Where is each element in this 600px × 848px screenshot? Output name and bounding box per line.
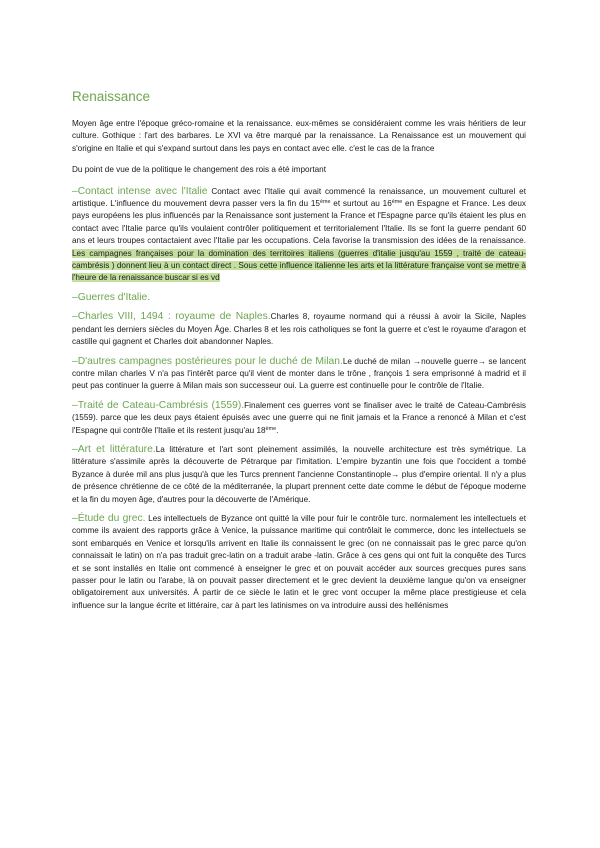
superscript: ème xyxy=(320,199,331,206)
section-traite-cateau-cambresis xyxy=(72,400,526,437)
section-text: Finalement ces guerres vont se finaliser avec le traité de Cateau-Cambrésis (1559). parce que les deux pays étaient épuisés avec une guerre qui ne finit jamais et la France a renoncé à Milan et c'est l'Espagne qui contrôle l'Italie et ils restent jusqu'au 18 xyxy=(72,400,526,435)
superscript: ème xyxy=(265,425,277,432)
section-art-litterature xyxy=(72,444,526,506)
document-title: Renaissance xyxy=(72,89,151,104)
section-heading: –D'autres campagnes postérieures pour le duché de Milan. xyxy=(72,355,343,367)
section-duche-milan xyxy=(72,356,526,393)
section-text: La littérature et l'art sont pleinement assimilés, la nouvelle architecture est très symétrique. La littérature s'assimile après la découverte de Pétrarque par l'imitation. L'empire byzantin une fois que l'occident a tombé Byzance à durée mil ans plus jusqu'à que les Turcs prennent l'ancienne Constantinople→ plus d'empire oriental. Il n'y a plus de présence chrétienne de ce côté de la méditerranée, la plupart prennent cette date comme le début de l'époque moderne et la fin du moyen âge, d'autres pour la découverte de l'Amérique. xyxy=(72,444,526,504)
section-text: et surtout au 16 xyxy=(330,199,392,209)
section-contact-italie xyxy=(72,186,526,285)
section-heading: –Art et littérature. xyxy=(72,443,156,455)
section-heading: –Traité de Cateau-Cambrésis (1559). xyxy=(72,399,245,411)
section-text: en Espagne et France. Les deux pays européens les plus influencés par la Renaissance sont justement la France et l'Espagne parce qu'ils étaient les plus en contact avec l'Italie parce qu'ils voulaient contrôler politiquement et territorialement l'Italie. Ils se font la guerre pendant 60 ans et leurs troupes contactaient avec l'Italie par les occupations. Cela favorise la transmission des idées de la renaissance. xyxy=(72,199,527,246)
section-text: Le duché de milan →nouvelle guerre→ se lancent contre milan charles V n'a pas l'intérêt parce qu'il vient de monter dans le trône , françois 1 sera emprisonné à madrid et il peut pas continuer la guerre à Milan mais son successeur oui. La guerre est continuelle pour le contrôle de l'Italie. xyxy=(72,356,526,391)
document-body xyxy=(72,88,526,619)
section-text: Contact avec l'Italie qui avait commencé la renaissance, un mouvement culturel et artistique. L'influence du mouvement devra passer vers la fin du 15 xyxy=(72,186,526,209)
highlighted-text: Les campagnes françaises pour la domination des territoires italiens (guerres d'italie jusqu'au 1559 , traité de cateau-cambrésis ) donnent lieu à un contact direct . Sous cette influence italienne les arts et la littérature française vont se mettre à l'heure de la renaissance buscar si es vd xyxy=(72,248,526,283)
section-guerres-italie xyxy=(72,292,526,304)
section-heading: –Guerres d'Italie. xyxy=(72,291,151,303)
section-text: Charles 8, royaume normand qui a réussi à avoir la Sicile, Naples pendant les derniers siècles du Moyen Âge. Charles 8 et les rois catholiques se font la guerre et c'est le royaume d'aragon et castille qui gagnent et Charles doit abandonner Naples. xyxy=(72,312,526,347)
section-charles-viii xyxy=(72,311,526,348)
superscript: ème xyxy=(391,199,403,206)
section-text: Les intellectuels de Byzance ont quitté la ville pour fuir le contrôle turc. normalement les intellectuels et comme ils avaient des rapports grâce à Venice, la puissance maritime qui contrôlait le commerce, donc les intellectuels se sont embarqués en Venice et lorsqu'ils arrivent en Italie ils connaissent le grec (on ne connaissait pas le grec parce qu'on connaissait le latin) on n'a pas traduit grec-latin on a traduit arabe -latin. Grâce à ces gens qui ont fuit la conquête des Turcs et se sont installés en Italie ont commencé à enseigner le grec et on pouvait accéder aux sources grecques pures sans passer pour le latin ou l'arabe, là on pouvait passer directement et le grec devient la deuxième langue qu'on va enseigner obligatoirement aux universités. À partir de ce siècle le latin et le grec vont occuper la même place prestigieuse et cela influence sur la langue écrite et littéraire, car à part les latinismes on va introduire aussi des hellénismes xyxy=(72,513,527,610)
politics-paragraph: Du point de vue de la politique le changement des rois a été important xyxy=(72,165,326,175)
section-text: . xyxy=(276,425,279,435)
section-heading: –Contact intense avec l'Italie xyxy=(72,185,208,197)
section-heading: –Charles VIII, 1494 : royaume de Naples. xyxy=(72,311,271,323)
intro-paragraph: Moyen âge entre l'époque gréco-romaine et la renaissance. eux-mêmes se considéraient comme les vrais héritiers de leur culture. Gothique : l'art des barbares. Le XVI va être marqué par la renaissance. La Renaissance est un mouvement qui s'origine en Italie et qui s'expand surtout dans les pays en contact avec elle. c'est le cas de la france xyxy=(72,119,526,153)
section-heading: –Étude du grec. xyxy=(72,512,146,524)
section-etude-grec xyxy=(72,513,526,612)
